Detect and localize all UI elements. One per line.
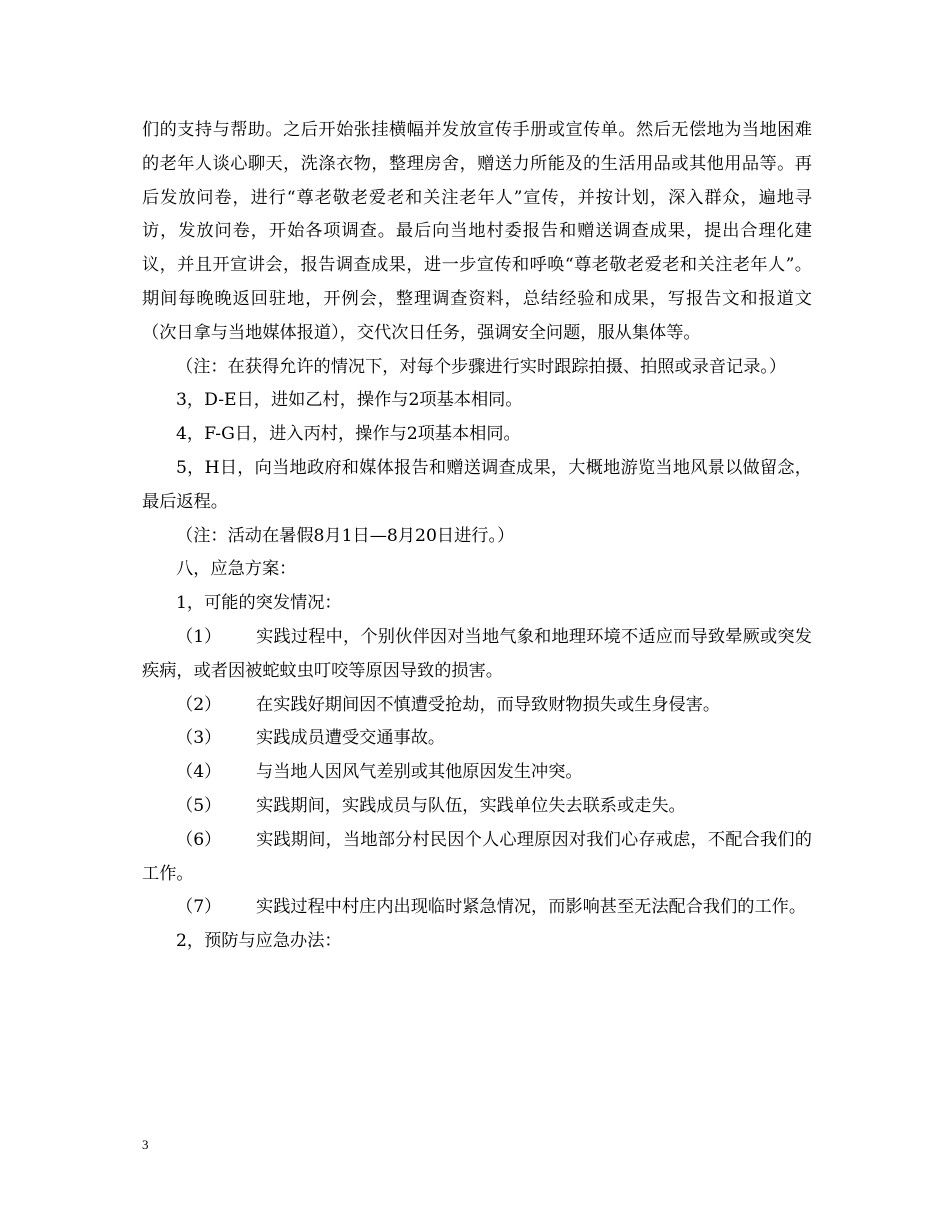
list-item: [142, 722, 812, 756]
list-item: [142, 824, 812, 892]
list-item: [142, 756, 812, 790]
list-item-number: （6）: [176, 829, 222, 850]
section-heading-emergency-plan: 八，应急方案：: [176, 559, 297, 580]
list-item-text: 实践过程中村庄内出现临时紧急情况，而影响甚至无法配合我们的工作。: [256, 897, 807, 918]
list-item-text: 与当地人因风气差别或其他原因发生冲突。: [256, 762, 583, 783]
paragraph-step-5: 5，H日，向当地政府和媒体报告和赠送调查成果，大概地游览当地风景以做留念，最后返程。: [142, 457, 812, 512]
list-item-number: （5）: [176, 795, 222, 816]
list-item-number: （4）: [176, 762, 222, 783]
paragraph-step-4: 4，F-G日，进入丙村，操作与2项基本相同。: [176, 424, 521, 445]
list-item-text: 实践过程中，个别伙伴因对当地气象和地理环境不适应而导致晕厥或突发疾病，或者因被蛇蚊虫叮咬等原因导致的损害。: [142, 626, 812, 681]
list-item-number: （1）: [176, 626, 222, 647]
list-item-text: 实践期间，当地部分村民因个人心理原因对我们心存戒虑，不配合我们的工作。: [142, 829, 812, 884]
list-item: [142, 891, 812, 925]
list-item-number: （2）: [176, 694, 222, 715]
list-item: [142, 790, 812, 824]
list-item-text: 实践期间，实践成员与队伍，实践单位失去联系或走失。: [256, 795, 686, 816]
paragraph-note-dates: （注：活动在暑假8月1日—8月20日进行。）: [176, 525, 515, 546]
list-item-text: 实践成员遭受交通事故。: [256, 728, 446, 749]
paragraph-note-recording: （注：在获得允许的情况下，对每个步骤进行实时跟踪拍摄、拍照或录音记录。）: [176, 356, 787, 377]
subheading-prevention-measures: 2，预防与应急办法：: [176, 931, 342, 952]
paragraph-step-3: 3，D-E日，进如乙村，操作与2项基本相同。: [176, 390, 523, 411]
subheading-possible-emergencies: 1，可能的突发情况：: [176, 593, 342, 614]
list-item: [142, 621, 812, 689]
emergency-list: [142, 621, 812, 925]
page-number: 3: [142, 1137, 149, 1152]
document-body: [142, 114, 812, 959]
list-item-number: （3）: [176, 728, 222, 749]
list-item-text: 在实践好期间因不慎遭受抢劫，而导致财物损失或生身侵害。: [256, 694, 721, 715]
list-item-number: （7）: [176, 897, 222, 918]
list-item: [142, 689, 812, 723]
paragraph-activity-steps: 们的支持与帮助。之后开始张挂横幅并发放宣传手册或宣传单。然后无偿地为当地困难的老年人谈心聊天，洗涤衣物，整理房舍，赠送力所能及的生活用品或其他用品等。再后发放问卷，进行“尊老敬老爱老和关注老年人”宣传，并按计划，深入群众，遍地寻访，发放问卷，开始各项调查。最后向当地村委报告和赠送调查成果，提出合理化建议，并且开宣讲会，报告调查成果，进一步宣传和呼唤“尊老敬老爱老和关注老年人”。期间每晚晚返回驻地，开例会，整理调查资料，总结经验和成果，写报告文和报道文（次日拿与当地媒体报道），交代次日任务，强调安全问题，服从集体等。: [142, 120, 812, 343]
